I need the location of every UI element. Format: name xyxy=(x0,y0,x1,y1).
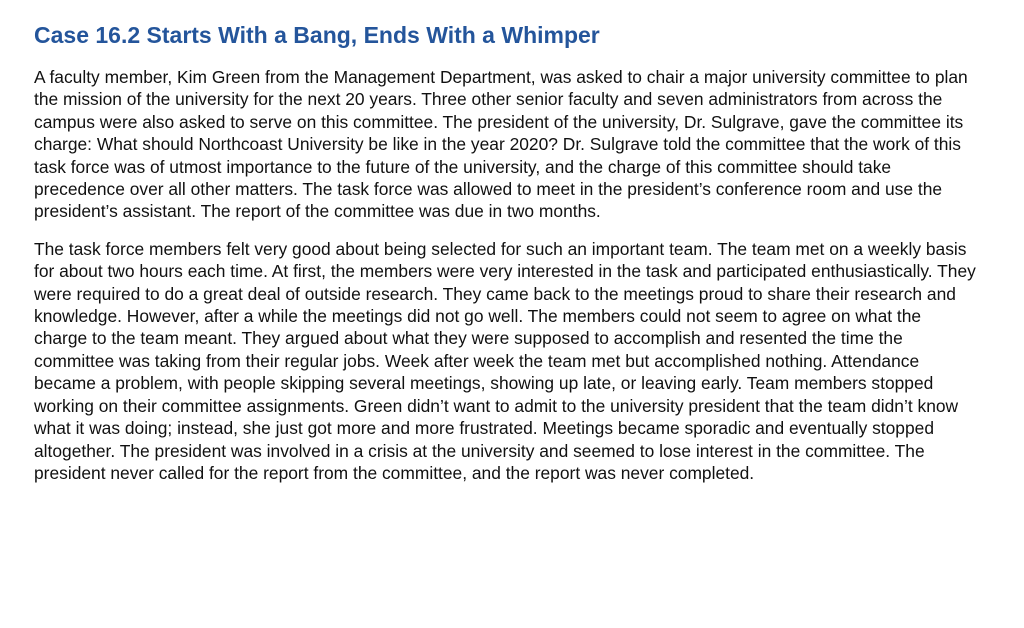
body-paragraph-1: A faculty member, Kim Green from the Management Department, was asked to chair a major university committee to plan the mission of the university for the next 20 years. Three other senior faculty and seven administrators from across the campus were also asked to serve on this committee. The president of the university, Dr. Sulgrave, gave the committee its charge: What should Northcoast University be like in the year 2020? Dr. Sulgrave told the committee that the work of this task force was of utmost importance to the future of the university, and the charge of this committee should take precedence over all other matters. The task force was allowed to meet in the president’s conference room and use the president’s assistant. The report of the committee was due in two months. xyxy=(34,67,968,222)
body-paragraph-2: The task force members felt very good about being selected for such an important team. The team met on a weekly basis for about two hours each time. At first, the members were very interested in the task and participated enthusiastically. They were required to do a great deal of outside research. They came back to the meetings proud to share their research and knowledge. However, after a while the meetings did not go well. The members could not seem to agree on what the charge to the team meant. They argued about what they were supposed to accomplish and resented the time the committee was taking from their regular jobs. Week after week the team met but accomplished nothing. Attendance became a problem, with people skipping several meetings, showing up late, or leaving early. Team members stopped working on their committee assignments. Green didn’t want to admit to the university president that the team didn’t know what it was doing; instead, she just got more and more frustrated. Meetings became sporadic and eventually stopped altogether. The president was involved in a crisis at the university and seemed to lose interest in the committee. The president never called for the report from the committee, and the report was never completed. xyxy=(34,238,976,483)
case-title: Case 16.2 Starts With a Bang, Ends With a Whimper xyxy=(34,22,600,48)
document-page xyxy=(34,20,978,499)
